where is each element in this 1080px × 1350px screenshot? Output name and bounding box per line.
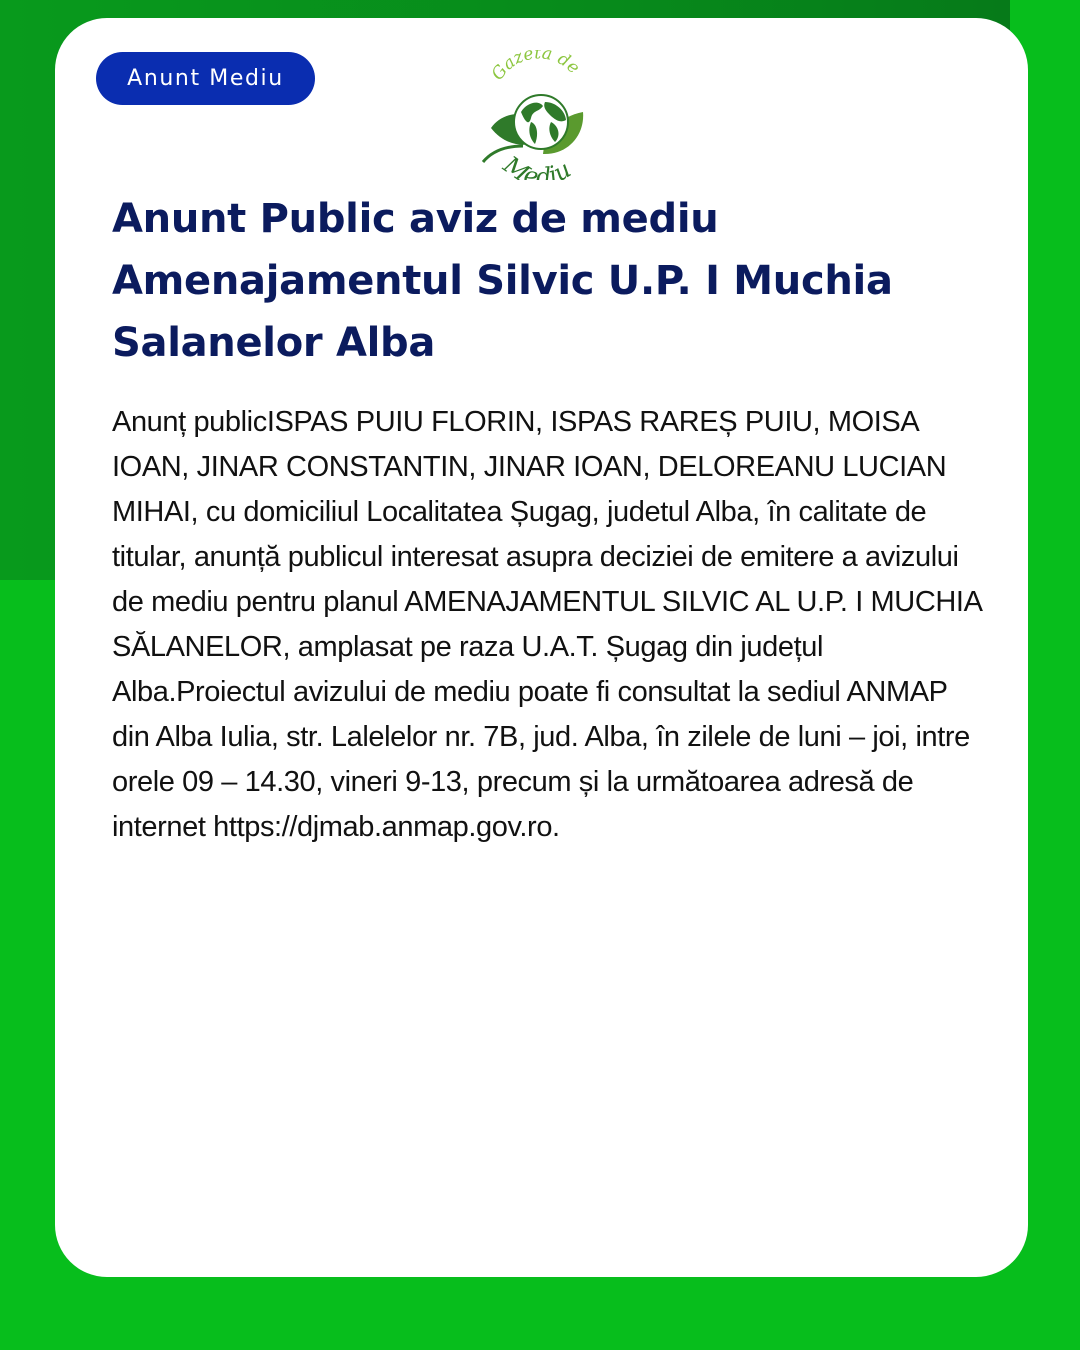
article-body: Anunț publicISPAS PUIU FLORIN, ISPAS RAREȘ PUIU, MOISA IOAN, JINAR CONSTANTIN, JINAR IOAN, DELOREANU LUCIAN MIHAI, cu domiciliul Localitatea Șugag, judetul Alba, în calitate de titular, anunță publicul interesat asupra deciziei de emitere a avizului de mediu pentru planul AMENAJAMENTUL SILVIC AL U.P. I MUCHIA SĂLANELOR, amplasat pe raza U.A.T. Șugag din județul Alba.Proiectul avizului de mediu poate fi consultat la sediul ANMAP din Alba Iulia, str. Lalelelor nr. 7B, jud. Alba, în zilele de luni – joi, intre orele 09 – 14.30, vineri 9-13, precum și la următoarea adresă de internet https://djmab.anmap.gov.ro. xyxy=(112,406,981,843)
svg-text:Gazeta de xyxy=(488,50,584,84)
article-title: Anunt Public aviz de mediu Amenajamentul Silvic U.P. I Muchia Salanelor Alba xyxy=(112,196,893,366)
announcement-card xyxy=(55,18,1028,1277)
category-tag[interactable]: Anunt Mediu xyxy=(96,52,315,105)
logo-bottom-text: Mediu xyxy=(498,150,576,180)
gazeta-de-mediu-logo xyxy=(473,50,603,180)
logo-top-text: Gazeta de xyxy=(487,50,584,85)
globe-leaf-icon xyxy=(473,50,603,180)
svg-text:Mediu xyxy=(498,150,576,180)
